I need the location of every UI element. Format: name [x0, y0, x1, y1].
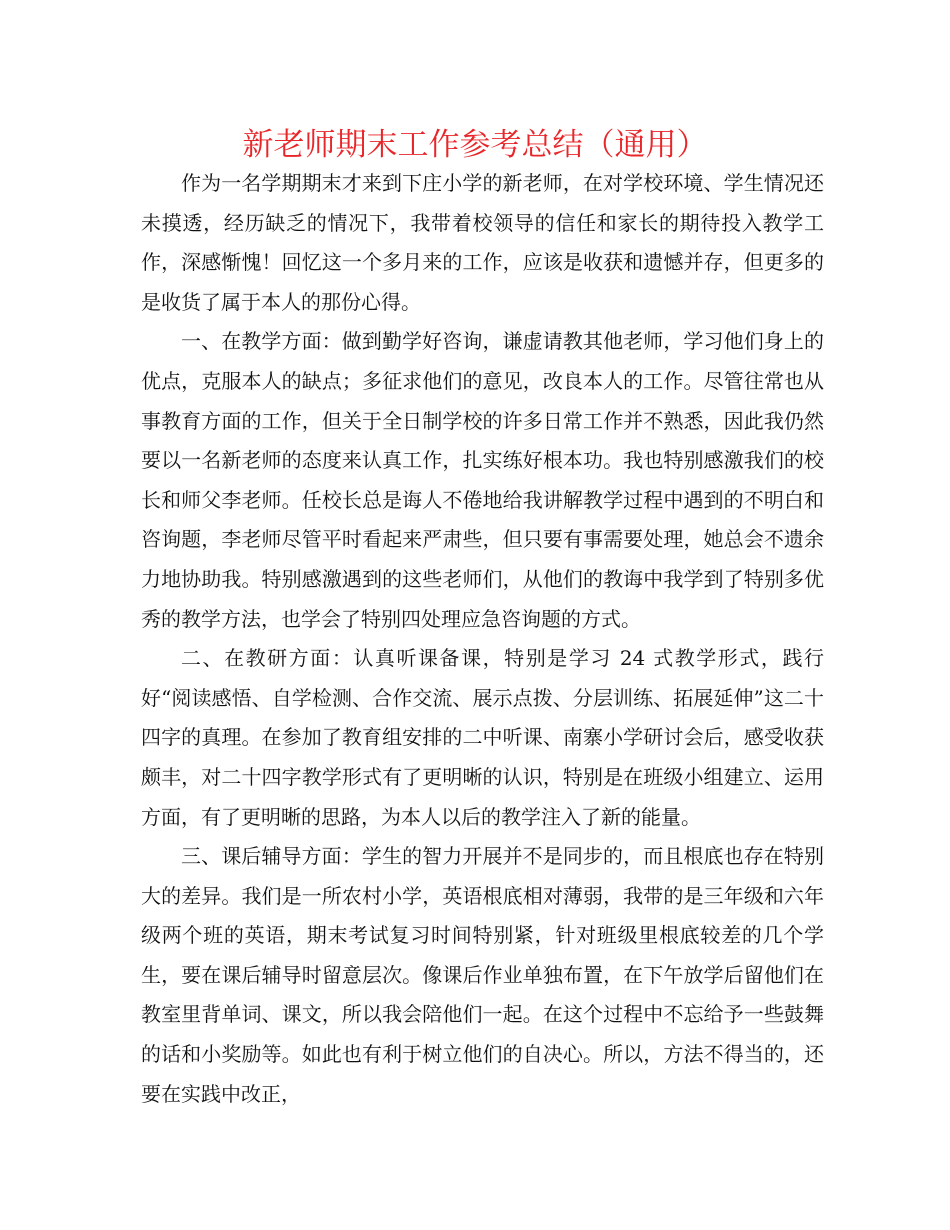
document-title: 新老师期末工作参考总结（通用） — [242, 127, 708, 163]
document-body — [141, 164, 824, 1114]
paragraph-tutoring: 三、课后辅导方面：学生的智力开展并不是同步的，而且根底也存在特别大的差异。我们是一所农村小学，英语根底相对薄弱，我带的是三年级和六年级两个班的英语，期末考试复习时间特别紧，针对班级里根底较差的几个学生，要在课后辅导时留意层次。像课后作业单独布置，在下午放学后留他们在教室里背单词、课文，所以我会陪他们一起。在这个过程中不忘给予一些鼓舞的话和小奖励等。如此也有利于树立他们的自决心。所以，方法不得当的，还要在实践中改正， — [141, 844, 824, 1106]
paragraph-intro: 作为一名学期期末才来到下庄小学的新老师，在对学校环境、学生情况还未摸透，经历缺乏的情况下，我带着校领导的信任和家长的期待投入教学工作，深感惭愧！回忆这一个多月来的工作，应该是收获和遗憾并存，但更多的是收货了属于本人的那份心得。 — [141, 171, 824, 314]
paragraph-research: 二、在教研方面：认真听课备课，特别是学习 24 式教学形式，践行好“阅读感悟、自学检测、合作交流、展示点拨、分层训练、拓展延伸”这二十四字的真理。在参加了教育组安排的二中听课、南寨小学研讨会后，感受收获颇丰，对二十四字教学形式有了更明晰的认识，特别是在班级小组建立、运用方面，有了更明晰的思路，为本人以后的教学注入了新的能量。 — [141, 646, 824, 829]
paragraph-teaching: 一、在教学方面：做到勤学好咨询，谦虚请教其他老师，学习他们身上的优点，克服本人的缺点；多征求他们的意见，改良本人的工作。尽管往常也从事教育方面的工作，但关于全日制学校的许多日常工作并不熟悉，因此我仍然要以一名新老师的态度来认真工作，扎实练好根本功。我也特别感激我们的校长和师父李老师。任校长总是诲人不倦地给我讲解教学过程中遇到的不明白和咨询题，李老师尽管平时看起来严肃些，但只要有事需要处理，她总会不遗余力地协助我。特别感激遇到的这些老师们，从他们的教诲中我学到了特别多优秀的教学方法，也学会了特别四处理应急咨询题的方式。 — [141, 329, 824, 631]
